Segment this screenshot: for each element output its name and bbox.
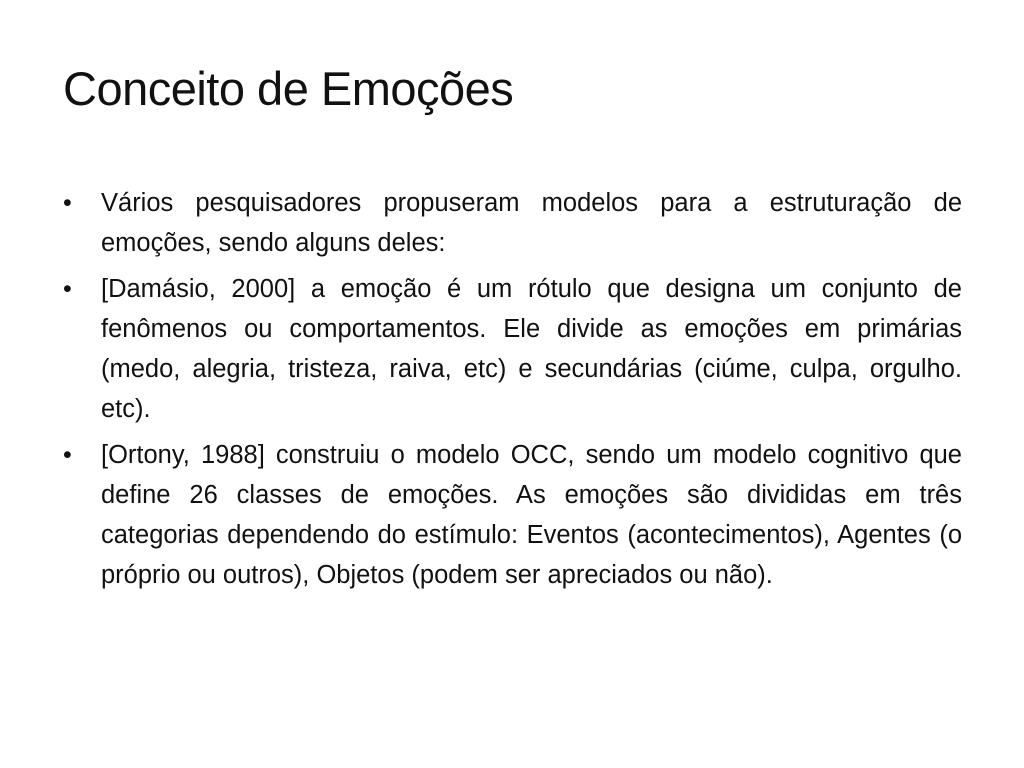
- bullet-item-damasio: [63, 269, 962, 429]
- bullet-item-ortony: [63, 435, 962, 595]
- slide-title: Conceito de Emoções: [63, 62, 514, 115]
- bullet-dot-icon: •: [63, 189, 72, 217]
- bullet-text: Vários pesquisadores propuseram modelos para a estruturação de emoções, sendo alguns deles:: [101, 189, 962, 257]
- bullet-dot-icon: •: [63, 441, 72, 469]
- bullet-text: [Damásio, 2000] a emoção é um rótulo que designa um conjunto de fenômenos ou comportamentos. Ele divide as emoções em primárias (medo, alegria, tristeza, raiva, etc) e secundárias (ciúme, culpa, orgulho. etc).: [101, 275, 962, 423]
- bullet-text: [Ortony, 1988] construiu o modelo OCC, sendo um modelo cognitivo que define 26 classes de emoções. As emoções são divididas em três categorias dependendo do estímulo: Eventos (acontecimentos), Agentes (o próprio ou outros), Objetos (podem ser apreciados ou não).: [101, 441, 962, 589]
- bullet-item-models-intro: [63, 183, 962, 263]
- bullet-dot-icon: •: [63, 275, 72, 303]
- bullet-list: [63, 183, 962, 601]
